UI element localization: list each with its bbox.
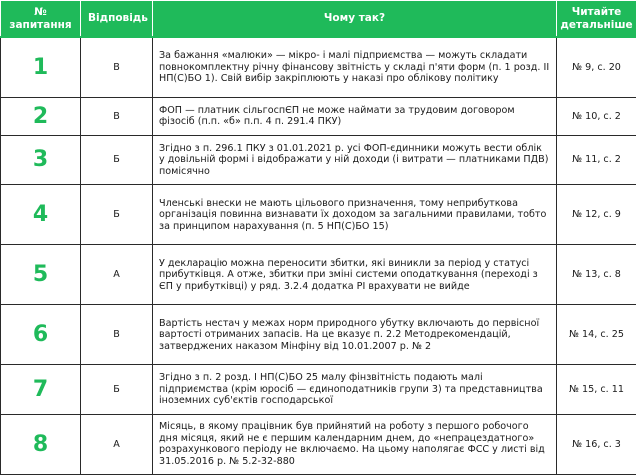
answer-letter: А: [81, 245, 153, 305]
table-row: [1, 98, 636, 136]
header-read-more: Читайте детальніше: [557, 1, 636, 38]
answer-letter: А: [81, 414, 153, 474]
table-row: [1, 37, 636, 98]
reference-issue: № 14, с. 25: [557, 305, 636, 365]
header-question-no: № запитання: [1, 1, 81, 38]
reference-issue: № 15, с. 11: [557, 365, 636, 414]
question-number: 4: [1, 185, 81, 245]
reference-issue: № 9, с. 20: [557, 37, 636, 98]
question-number: 3: [1, 135, 81, 184]
explanation-text: Згідно з п. 296.1 ПКУ з 01.01.2021 р. усі ФОП-єдинники можуть вести облік у довільній формі і відображати у ній доходи (і витрати — платниками ПДВ) помісячно: [153, 135, 557, 184]
explanation-text: Місяць, в якому працівник був прийнятий на роботу з першого робочого дня місяця, який не є першим календарним днем, до «непрацездатного» розрахункового періоду не включаємо. На цьому наполягає ФСС у листі від 31.05.2016 р. № 5.2-32-880: [153, 414, 557, 474]
question-number: 1: [1, 37, 81, 98]
explanation-text: За бажання «малюки» — мікро- і малі підприємства — можуть складати повнокомплектну річну фінансову звітність у складі п'яти форм (п. 1 розд. ІІ НП(С)БО 1). Свій вибір закріплюють у наказі про облікову політику: [153, 37, 557, 98]
explanation-text: Згідно з п. 2 розд. І НП(С)БО 25 малу фінзвітність подають малі підприємства (крім юросіб — єдиноподатників групи 3) та представництва іноземних суб'єктів господарської: [153, 365, 557, 414]
answer-letter: Б: [81, 365, 153, 414]
table-row: [1, 135, 636, 184]
header-answer: Відповідь: [81, 1, 153, 38]
explanation-text: У декларацію можна переносити збитки, які виникли за період у статусі прибутківця. А отже, збитки при зміні системи оподаткування (переході з ЄП у прибутківці) у ряд. 3.2.4 додатка РІ врахувати не вийде: [153, 245, 557, 305]
reference-issue: № 16, с. 3: [557, 414, 636, 474]
explanation-text: Членські внески не мають цільового призначення, тому неприбуткова організація повинна визнавати їх доходом за загальними правилами, тобто за принципом нарахування (п. 5 НП(С)БО 15): [153, 185, 557, 245]
question-number: 8: [1, 414, 81, 474]
question-number: 7: [1, 365, 81, 414]
reference-issue: № 11, с. 2: [557, 135, 636, 184]
header-why: Чому так?: [153, 1, 557, 38]
answer-letter: Б: [81, 135, 153, 184]
answer-letter: Б: [81, 185, 153, 245]
reference-issue: № 13, с. 8: [557, 245, 636, 305]
answer-letter: В: [81, 37, 153, 98]
table-row: [1, 414, 636, 474]
table-row: [1, 245, 636, 305]
answer-letter: В: [81, 305, 153, 365]
reference-issue: № 10, с. 2: [557, 98, 636, 136]
table-row: [1, 365, 636, 414]
explanation-text: Вартість нестач у межах норм природного убутку включають до первісної вартості отриманих запасів. На це вказує п. 2.2 Методрекомендацій, затверджених наказом Мінфіну від 10.01.2007 р. № 2: [153, 305, 557, 365]
question-number: 5: [1, 245, 81, 305]
header-row: [1, 1, 636, 38]
answer-letter: В: [81, 98, 153, 136]
question-number: 2: [1, 98, 81, 136]
table-row: [1, 185, 636, 245]
question-number: 6: [1, 305, 81, 365]
table-row: [1, 305, 636, 365]
reference-issue: № 12, с. 9: [557, 185, 636, 245]
explanation-text: ФОП — платник сільгоспЄП не може наймати за трудовим договором фізосіб (п.п. «б» п.п. 4 п. 291.4 ПКУ): [153, 98, 557, 136]
